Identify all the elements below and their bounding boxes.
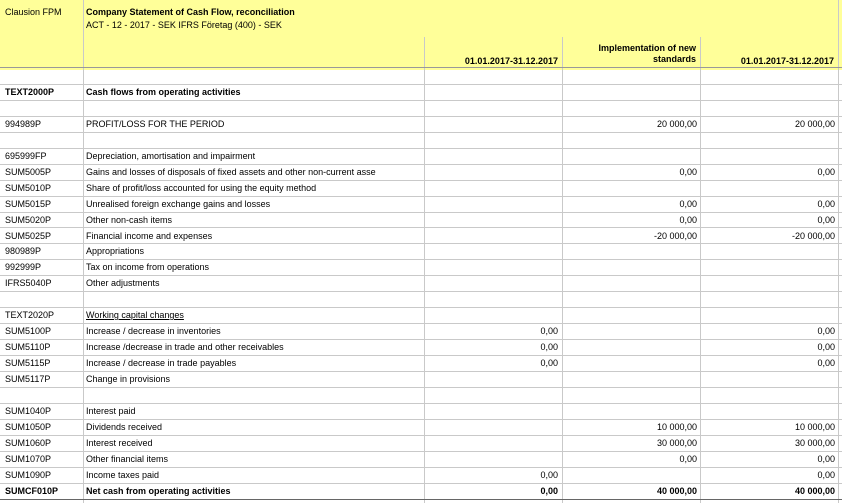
row-code[interactable]: SUM5117P [5,374,51,384]
row-label[interactable]: Dividends received [86,422,163,432]
row-divider [0,291,842,292]
row-label[interactable]: PROFIT/LOSS FOR THE PERIOD [86,119,225,129]
row-label[interactable]: Net cash from operating activities [86,486,231,496]
cell-implementation[interactable]: 20 000,00 [656,119,697,129]
row-label[interactable]: Other non-cash items [86,215,173,225]
column-divider [700,37,701,503]
cell-period-1[interactable]: 0,00 [540,326,558,336]
row-label[interactable]: Interest received [86,438,153,448]
cell-implementation[interactable]: 0,00 [679,199,697,209]
cell-period-1[interactable]: 0,00 [540,486,558,496]
cell-implementation[interactable]: 10 000,00 [656,422,697,432]
row-code[interactable]: SUM5025P [5,231,52,241]
row-label[interactable]: Share of profit/loss accounted for using the equity method [86,183,317,193]
row-label[interactable]: Change in provisions [86,374,171,384]
cell-period-2[interactable]: -20 000,00 [791,231,835,241]
row-code[interactable]: SUM5110P [5,342,51,352]
row-code[interactable]: SUM1040P [5,406,52,416]
clause-label: Clausion FPM [5,7,62,17]
row-label[interactable]: Unrealised foreign exchange gains and losses [86,199,271,209]
header-divider [0,67,842,68]
cell-implementation[interactable]: -20 000,00 [653,231,697,241]
row-code[interactable]: SUM5015P [5,199,52,209]
column-header-implementation-line2: standards [652,54,696,64]
row-code[interactable]: SUM5020P [5,215,52,225]
cell-period-2[interactable]: 30 000,00 [794,438,835,448]
cell-period-2[interactable]: 0,00 [817,470,835,480]
row-code[interactable]: TEXT2000P [5,87,55,97]
cell-implementation[interactable]: 40 000,00 [656,486,697,496]
cell-implementation[interactable]: 30 000,00 [656,438,697,448]
row-label[interactable]: Appropriations [86,246,145,256]
cell-implementation[interactable]: 0,00 [679,167,697,177]
row-code[interactable]: SUM1070P [5,454,52,464]
row-label[interactable]: Increase / decrease in inventories [86,326,221,336]
row-divider [0,100,842,101]
column-divider [424,37,425,503]
report-title: Company Statement of Cash Flow, reconciliation [86,7,295,17]
row-code[interactable]: SUMCF010P [5,486,59,496]
row-label[interactable]: Gains and losses of disposals of fixed assets and other non-current asse [86,167,376,177]
row-label[interactable]: Tax on income from operations [86,262,210,272]
column-header-period-2: 01.01.2017-31.12.2017 [740,56,834,66]
row-code[interactable]: SUM5115P [5,358,51,368]
row-code[interactable]: SUM1050P [5,422,52,432]
cell-period-1[interactable]: 0,00 [540,358,558,368]
row-code[interactable]: TEXT2020P [5,310,55,320]
cell-period-1[interactable]: 0,00 [540,470,558,480]
cell-period-1[interactable]: 0,00 [540,342,558,352]
row-label[interactable]: Increase /decrease in trade and other receivables [86,342,284,352]
row-code[interactable]: SUM5010P [5,183,52,193]
cell-period-2[interactable]: 0,00 [817,326,835,336]
row-label[interactable]: Financial income and expenses [86,231,213,241]
cell-period-2[interactable]: 0,00 [817,358,835,368]
row-label[interactable]: Other adjustments [86,278,160,288]
row-divider [0,387,842,388]
row-code[interactable]: SUM1090P [5,470,52,480]
row-label[interactable]: Income taxes paid [86,470,160,480]
column-header-implementation-line1: Implementation of new [598,43,696,53]
row-code[interactable]: 994989P [5,119,42,129]
row-divider [0,132,842,133]
row-label[interactable]: Increase / decrease in trade payables [86,358,237,368]
row-code[interactable]: SUM5100P [5,326,52,336]
report-subtitle: ACT - 12 - 2017 - SEK IFRS Företag (400) - SEK [86,20,282,30]
row-label[interactable]: Cash flows from operating activities [86,87,241,97]
cell-period-2[interactable]: 0,00 [817,454,835,464]
row-code[interactable]: 695999FP [5,151,47,161]
row-code[interactable]: SUM1060P [5,438,52,448]
cell-period-2[interactable]: 0,00 [817,167,835,177]
row-label[interactable]: Interest paid [86,406,136,416]
cell-implementation[interactable]: 0,00 [679,454,697,464]
row-divider [0,499,842,500]
row-label[interactable]: Working capital changes [86,310,184,320]
column-header-period-1: 01.01.2017-31.12.2017 [464,56,558,66]
row-code[interactable]: 992999P [5,262,42,272]
row-code[interactable]: 980989P [5,246,42,256]
cell-implementation[interactable]: 0,00 [679,215,697,225]
cell-period-2[interactable]: 0,00 [817,199,835,209]
row-code[interactable]: IFRS5040P [5,278,52,288]
row-code[interactable]: SUM5005P [5,167,52,177]
row-label[interactable]: Depreciation, amortisation and impairment [86,151,256,161]
column-divider [838,0,839,503]
column-divider [83,0,84,503]
column-divider [562,37,563,503]
cell-period-2[interactable]: 40 000,00 [794,486,835,496]
cell-period-2[interactable]: 0,00 [817,215,835,225]
row-label[interactable]: Other financial items [86,454,169,464]
cell-period-2[interactable]: 10 000,00 [794,422,835,432]
cell-period-2[interactable]: 20 000,00 [794,119,835,129]
cell-period-2[interactable]: 0,00 [817,342,835,352]
